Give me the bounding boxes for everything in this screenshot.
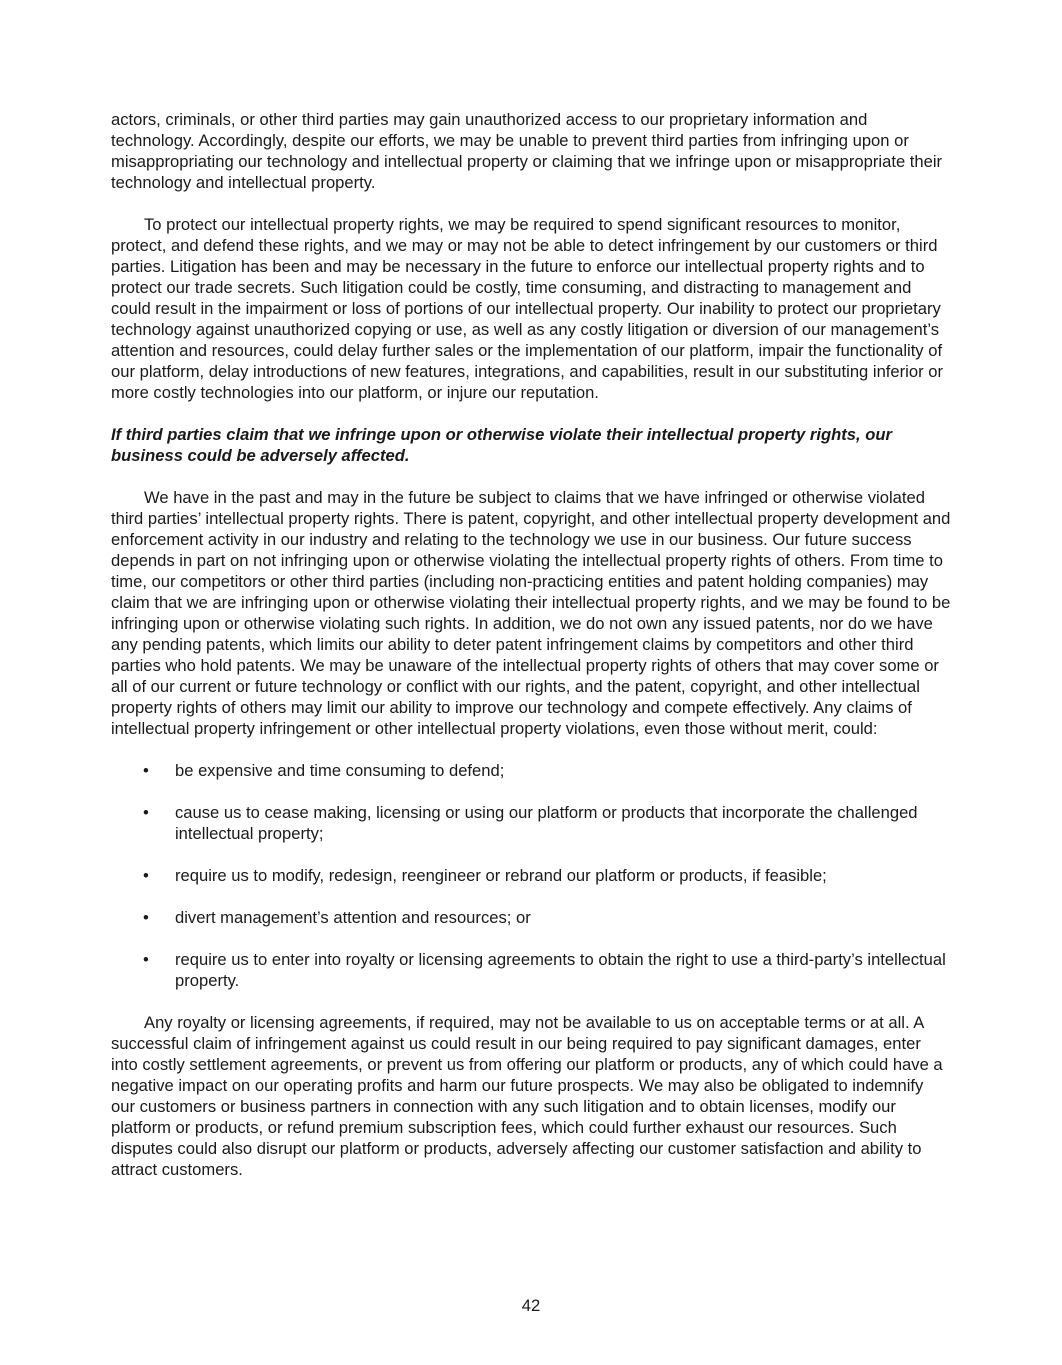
page-body: [111, 109, 951, 1201]
bullet-text: require us to enter into royalty or licensing agreements to obtain the right to use a third-party’s intellectual property.: [175, 950, 946, 990]
bullet-list: [111, 760, 951, 991]
paragraph-continued: actors, criminals, or other third parties may gain unauthorized access to our proprietary information and technology. Accordingly, despite our efforts, we may be unable to prevent third parties from infringing upon or misappropriating our technology and intellectual property or claiming that we infringe upon or misappropriate their technology and intellectual property.: [111, 110, 943, 192]
bullet-marker: •: [143, 761, 149, 780]
bullet-marker: •: [143, 950, 149, 969]
paragraph-infringement-claims: We have in the past and may in the future be subject to claims that we have infringed or otherwise violated third parties’ intellectual property rights. There is patent, copyright, and other intellectual property development and enforcement activity in our industry and relating to the technology we use in our business. Our future success depends in part on not infringing upon or otherwise violating the intellectual property rights of others. From time to time, our competitors or other third parties (including non-practicing entities and patent holding companies) may claim that we are infringing upon or otherwise violating their intellectual property rights, and we may be found to be infringing upon or otherwise violating such rights. In addition, we do not own any issued patents, nor do we have any pending patents, which limits our ability to deter patent infringement claims by competitors and other third parties who hold patents. We may be unaware of the intellectual property rights of others that may cover some or all of our current or future technology or conflict with our rights, and the patent, copyright, and other intellectual property rights of others may limit our ability to improve our technology and compete effectively. Any claims of intellectual property infringement or other intellectual property violations, even those without merit, could:: [111, 488, 951, 738]
bullet-item: [111, 760, 951, 781]
bullet-marker: •: [143, 803, 149, 822]
section-heading: If third parties claim that we infringe upon or otherwise violate their intellectual property rights, our business could be adversely affected.: [111, 425, 892, 465]
bullet-marker: •: [143, 908, 149, 927]
bullet-item: [111, 907, 951, 928]
bullet-marker: •: [143, 866, 149, 885]
bullet-item: [111, 802, 951, 844]
paragraph-royalty-agreements: Any royalty or licensing agreements, if required, may not be available to us on acceptable terms or at all. A successful claim of infringement against us could result in our being required to pay significant damages, enter into costly settlement agreements, or prevent us from offering our platform or products, any of which could have a negative impact on our operating profits and harm our future prospects. We may also be obligated to indemnify our customers or business partners in connection with any such litigation and to obtain licenses, modify our platform or products, or refund premium subscription fees, which could further exhaust our resources. Such disputes could also disrupt our platform or products, adversely affecting our customer satisfaction and ability to attract customers.: [111, 1013, 943, 1179]
bullet-text: be expensive and time consuming to defend;: [175, 761, 505, 780]
paragraph-protect-ip: To protect our intellectual property rights, we may be required to spend significant resources to monitor, protect, and defend these rights, and we may or may not be able to detect infringement by our customers or third parties. Litigation has been and may be necessary in the future to enforce our intellectual property rights and to protect our trade secrets. Such litigation could be costly, time consuming, and distracting to management and could result in the impairment or loss of portions of our intellectual property. Our inability to protect our proprietary technology against unauthorized copying or use, as well as any costly litigation or diversion of our management’s attention and resources, could delay further sales or the implementation of our platform, impair the functionality of our platform, delay introductions of new features, integrations, and capabilities, result in our substituting inferior or more costly technologies into our platform, or injure our reputation.: [111, 215, 943, 402]
bullet-text: divert management’s attention and resources; or: [175, 908, 531, 927]
bullet-item: [111, 949, 951, 991]
page-number: 42: [521, 1296, 541, 1315]
bullet-text: require us to modify, redesign, reengineer or rebrand our platform or products, if feasible;: [175, 866, 827, 885]
bullet-text: cause us to cease making, licensing or using our platform or products that incorporate the challenged intellectual property;: [175, 803, 918, 843]
bullet-item: [111, 865, 951, 886]
